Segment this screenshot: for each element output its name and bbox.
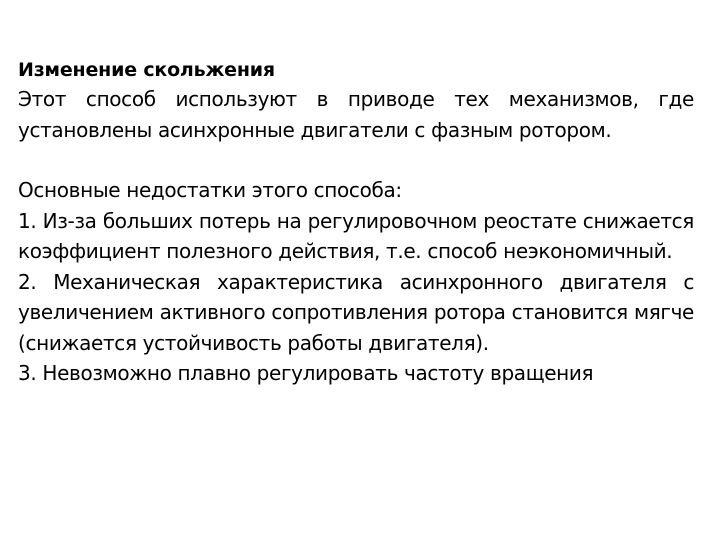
paragraph-spacer <box>18 145 694 175</box>
slide-content <box>18 56 694 389</box>
drawback-item-3: 3. Невозможно плавно регулировать частоту вращения <box>18 361 594 385</box>
section-heading: Изменение скольжения <box>18 59 275 81</box>
drawback-item-1: 1. Из-за больших потерь на регулировочном реостате снижается коэффициент полезного действия, т.е. способ неэкономичный. <box>18 208 694 263</box>
drawback-item-2: 2. Механическая характеристика асинхронного двигателя с увеличением активного сопротивления ротора становится мягче (снижается устойчивость работы двигателя). <box>18 269 694 355</box>
drawbacks-title: Основные недостатки этого способа: <box>18 178 402 202</box>
intro-paragraph: Этот способ используют в приводе тех механизмов, где установлены асинхронные двигатели с фазным ротором. <box>18 87 694 142</box>
